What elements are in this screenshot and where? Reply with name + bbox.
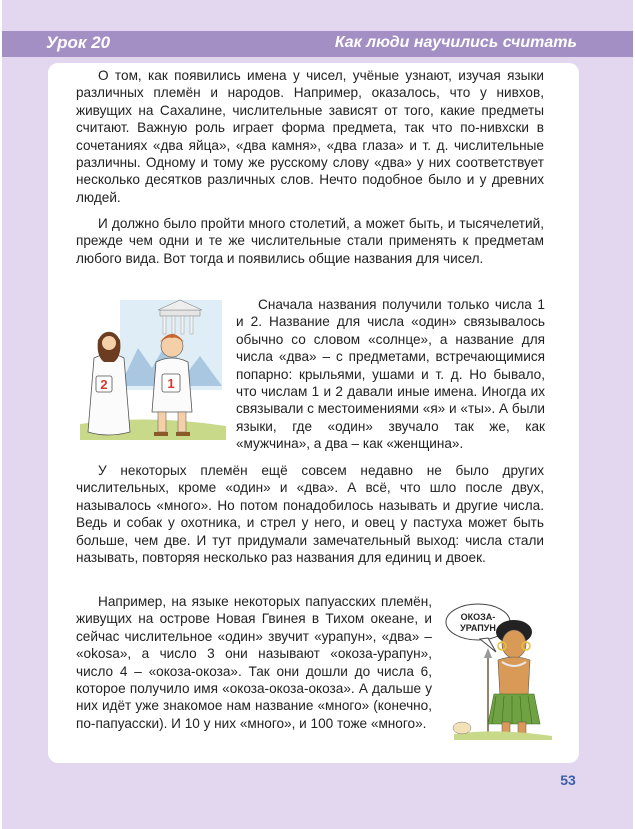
paragraph-2: И должно было пройти много столетий, а может быть, и тысячелетий, прежде чем одни и те же числительные стали применять к предметам любого вида. Вот тогда и появились общие названия для чисел. — [76, 216, 544, 266]
illustration-greek-couple — [80, 296, 226, 440]
paragraph-4: У некоторых племён ещё совсем недавно не было других числительных, кроме «один» и «два». А всё, что шло после двух, называлось «много». Но потом понадобилось называть и другие числа. Ведь и собак у охотника, и стрел у него, и овец у пастуха может быть больше, чем две. И тут придумали замечательный выход: числа стали называть, повторяя несколько раз названия для единиц и двоек. — [76, 463, 544, 566]
paragraph-5: Например, на языке некоторых папуасских племён, живущих на острове Новая Гвинея в Тихом океане, и сейчас числительное «один» звучит «урапун», «два» – «оkosa», а число 3 они называют «окоза-урапун», число 4 – «окоза-окоза». Так они дошли до числа 6, которое получило имя «окоза-окоза-окоза». А дальше у них идёт уже знакомое нам название «много» (конечно, по-папуасски). И 10 у них «много», и 100 тоже «много». — [76, 594, 432, 731]
speech-line-1: ОКОЗА- — [460, 612, 496, 622]
lesson-title: Как люди научились считать — [334, 34, 577, 51]
lesson-label: Урок 20 — [46, 33, 111, 52]
speech-line-2: УРАПУН — [460, 623, 496, 633]
paragraph-3: Сначала названия получили только числа 1 и 2. Название для числа «один» связывалось обычно со словом «солнце», а название для числа «два» – с предметами, встречающимися попарно: крыльями, ушами и т. д. Но бывало, что числам 1 и 2 давали иные имена. Иногда их связывали с местоимениями «я» и «ты». А были языки, где «один» звучало так же, как «мужчина», а два – как «женщина». — [236, 297, 545, 452]
paragraph-1: О том, как появились имена у чисел, учёные узнают, изучая языки различных племён и народов. Например, оказалось, что у нивхов, живущих на Сахалине, числительные зависят от того, какие предметы считают. Важную роль играет форма предмета, так что по-нивхски в сочетаниях «два яйца», «два камня», «два глаза» и т. д. числительные различны. Одному и тому же русскому слову «два» у них соответствует несколько десятков различных слов. Нечто подобное было и у древних людей. — [76, 68, 544, 205]
man-number: 1 — [167, 376, 175, 391]
illustration-papuan — [444, 600, 554, 740]
page-number: 53 — [560, 772, 576, 788]
woman-number: 2 — [100, 377, 108, 392]
